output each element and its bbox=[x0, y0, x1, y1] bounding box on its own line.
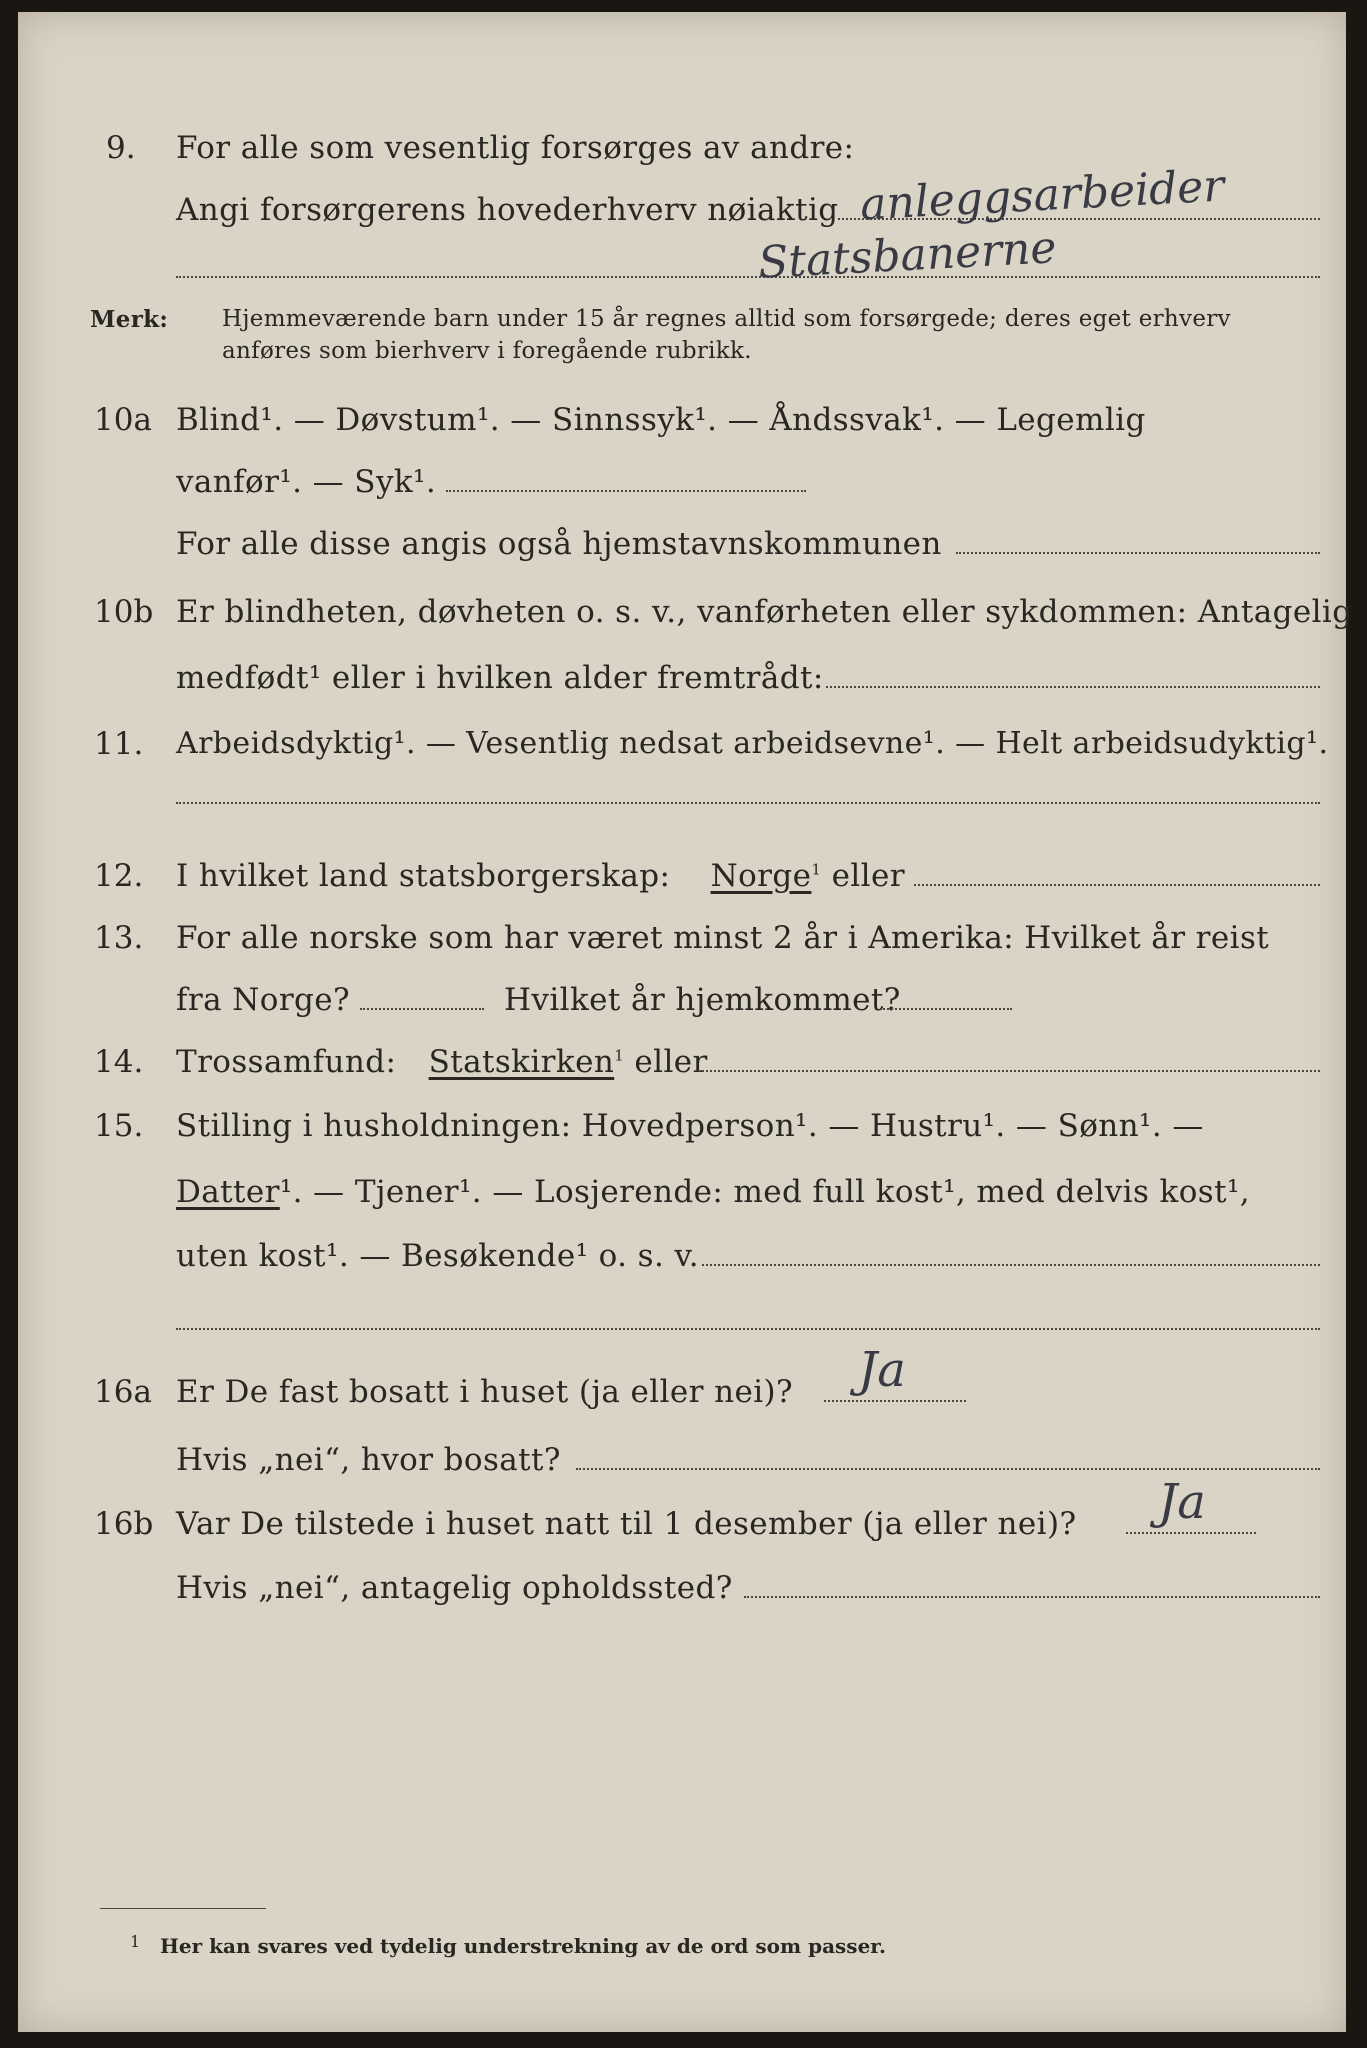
q15-number: 15. bbox=[94, 1108, 144, 1144]
q15-extra-line bbox=[176, 1328, 1320, 1330]
q12-question bbox=[176, 858, 905, 894]
q11-answer-line bbox=[176, 802, 1320, 804]
q9-answer-line2 bbox=[176, 276, 1320, 278]
q9-number: 9. bbox=[106, 130, 136, 166]
q12-norge-underlined: Norge bbox=[710, 858, 812, 894]
q10b-line1: Er blindheten, døvheten o. s. v., vanførheten eller sykdommen: Antagelig bbox=[176, 594, 1353, 630]
q14-statskirken-underlined: Statskirken bbox=[428, 1044, 615, 1080]
q13-line2a: fra Norge? bbox=[176, 982, 351, 1018]
q9-line2: Angi forsørgerens hovederhverv nøiaktig bbox=[176, 192, 839, 228]
q10b-number: 10b bbox=[94, 594, 154, 630]
q10a-answer-line bbox=[446, 490, 806, 492]
merk-line1: Hjemmeværende barn under 15 år regnes alltid som forsørgede; deres eget erhverv bbox=[222, 306, 1231, 332]
q16a-handwritten-answer: Ja bbox=[858, 1342, 906, 1398]
q16b-line2: Hvis „nei“, antagelig opholdssted? bbox=[176, 1570, 733, 1606]
q16b-line1: Var De tilstede i huset natt til 1 desember (ja eller nei)? bbox=[176, 1506, 1077, 1542]
q9-handwritten-occupation: anleggsarbeider bbox=[858, 160, 1226, 231]
q12-answer-line bbox=[914, 884, 1320, 886]
q13-number: 13. bbox=[94, 920, 144, 956]
q14-number: 14. bbox=[94, 1044, 144, 1080]
q16b-opholdssted-line bbox=[744, 1596, 1320, 1598]
q11-line1: Arbeidsdyktig¹. — Vesentlig nedsat arbeidsevne¹. — Helt arbeidsudyktig¹. bbox=[176, 726, 1329, 761]
q13-line2b: Hvilket år hjemkommet? bbox=[504, 982, 901, 1018]
q15-line1: Stilling i husholdningen: Hovedperson¹. — Hustru¹. — Sønn¹. — bbox=[176, 1108, 1204, 1144]
q12-suffix: eller bbox=[831, 858, 905, 894]
q9-line1: For alle som vesentlig forsørges av andre: bbox=[176, 130, 855, 166]
q14-suffix: eller bbox=[634, 1044, 708, 1080]
q16b-handwritten-answer: Ja bbox=[1158, 1474, 1206, 1530]
q16a-line1: Er De fast bosatt i huset (ja eller nei)? bbox=[176, 1374, 794, 1410]
footnote-mark: 1 bbox=[130, 1932, 141, 1951]
merk-label: Merk: bbox=[90, 306, 169, 333]
q10a-number: 10a bbox=[94, 402, 152, 438]
q11-number: 11. bbox=[94, 726, 144, 762]
q16a-number: 16a bbox=[94, 1374, 152, 1410]
q10a-line2: vanfør¹. — Syk¹. bbox=[176, 464, 437, 500]
q13-hjemkommet-line bbox=[880, 1008, 1012, 1010]
q16a-bosatt-line bbox=[576, 1468, 1320, 1470]
q12-number: 12. bbox=[94, 858, 144, 894]
q13-line1: For alle norske som har været minst 2 år i Amerika: Hvilket år reist bbox=[176, 920, 1270, 956]
q16b-answer-line bbox=[1126, 1532, 1256, 1534]
q14-question bbox=[176, 1044, 708, 1080]
q12-prefix: I hvilket land statsborgerskap: bbox=[176, 858, 671, 894]
q10a-hjemstavn-line bbox=[956, 552, 1320, 554]
q15-line2 bbox=[176, 1174, 1250, 1210]
q10b-answer-line bbox=[826, 686, 1320, 688]
q9-handwritten-employer: Statsbanerne bbox=[756, 222, 1058, 289]
footnote-rule bbox=[100, 1908, 266, 1909]
q14-prefix: Trossamfund: bbox=[176, 1044, 397, 1080]
footnote-text: Her kan svares ved tydelig understrekning av de ord som passer. bbox=[160, 1934, 886, 1958]
q10a-line3: For alle disse angis også hjemstavnskommunen bbox=[176, 526, 942, 562]
q16b-number: 16b bbox=[94, 1506, 154, 1542]
q12-footnote-mark: 1 bbox=[811, 860, 822, 879]
q15-answer-line bbox=[702, 1264, 1320, 1266]
census-form-page bbox=[18, 12, 1353, 2032]
q15-datter-underlined: Datter bbox=[176, 1174, 280, 1210]
q13-reist-line bbox=[360, 1008, 484, 1010]
q16a-answer-line bbox=[824, 1400, 966, 1402]
q15-line3: uten kost¹. — Besøkende¹ o. s. v. bbox=[176, 1238, 699, 1274]
q15-line2-rest: ¹. — Tjener¹. — Losjerende: med full kost¹, med delvis kost¹, bbox=[279, 1174, 1251, 1210]
q14-answer-line bbox=[698, 1070, 1320, 1072]
q14-footnote-mark: 1 bbox=[614, 1046, 625, 1065]
q10b-line2: medfødt¹ eller i hvilken alder fremtrådt: bbox=[176, 660, 824, 696]
merk-line2: anføres som bierhverv i foregående rubrikk. bbox=[222, 338, 752, 364]
q10a-line1: Blind¹. — Døvstum¹. — Sinnssyk¹. — Åndssvak¹. — Legemlig bbox=[176, 402, 1146, 438]
q16a-line2: Hvis „nei“, hvor bosatt? bbox=[176, 1442, 561, 1478]
